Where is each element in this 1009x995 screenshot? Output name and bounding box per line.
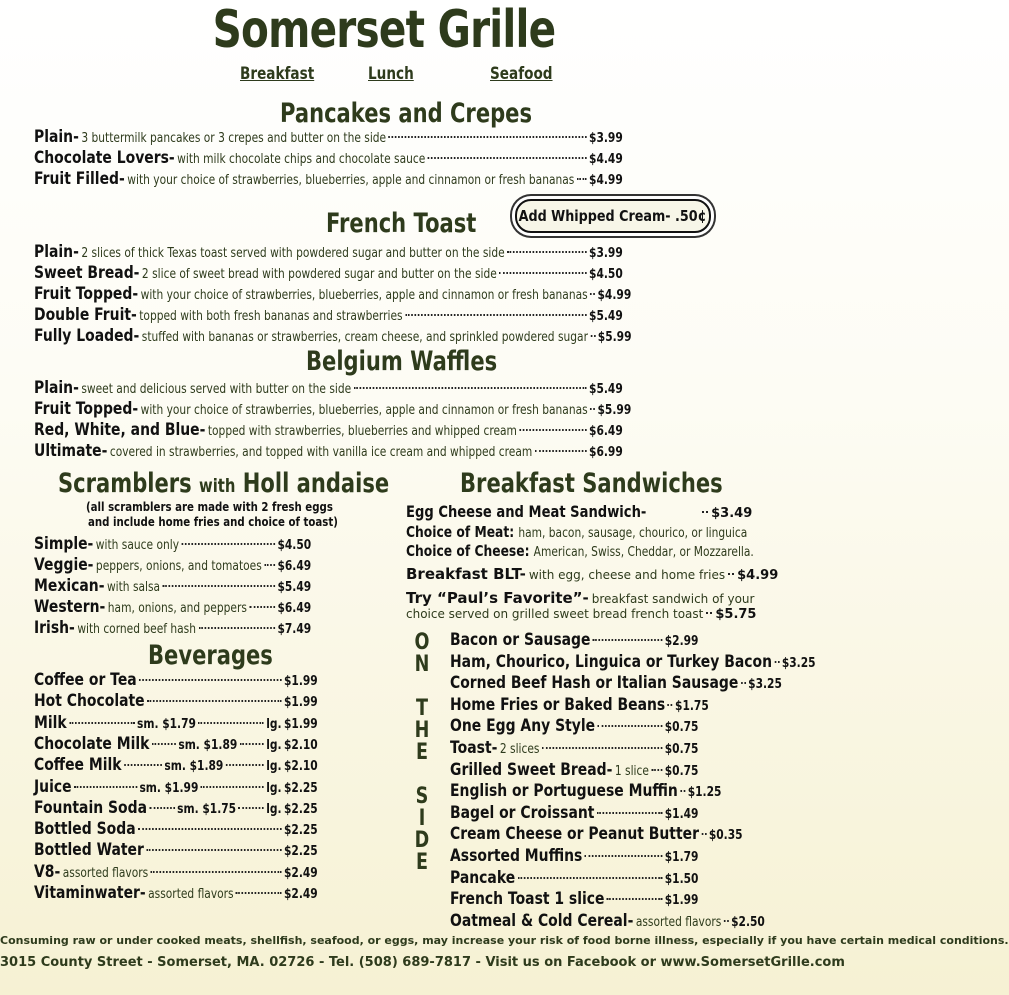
item-price: $4.50 — [589, 267, 623, 282]
menu-item-row — [450, 760, 753, 780]
cheese-choice-label: Choice of Cheese: — [406, 542, 530, 560]
leader-dots — [354, 387, 587, 389]
meat-choice-row — [406, 522, 766, 542]
item-description: 2 slices of thick Texas toast served with powdered sugar and butter on the side — [81, 246, 505, 261]
menu-item-row — [34, 127, 752, 147]
menu-item-row — [34, 798, 380, 818]
menu-item-row — [34, 305, 752, 325]
item-price: $7.49 — [277, 622, 312, 637]
menu-item-content — [34, 840, 318, 860]
item-name: Fruit Topped- — [34, 284, 139, 304]
menu-item-row — [450, 716, 753, 736]
menu-item-content — [34, 420, 623, 440]
menu-item-row — [34, 862, 380, 882]
category-breakfast[interactable]: Breakfast — [240, 64, 315, 84]
leader-dots — [405, 314, 587, 316]
scramblers-note-2: and include home fries and choice of toast) — [88, 515, 338, 529]
menu-item-content — [34, 597, 311, 617]
leader-dots — [741, 682, 746, 684]
menu-item-row — [450, 695, 753, 715]
meat-choice-label: Choice of Meat: — [406, 523, 515, 541]
menu-item-content — [34, 263, 623, 283]
item-description: with sauce only — [95, 538, 180, 553]
item-name: Bottled Water — [34, 840, 144, 861]
menu-item-content — [450, 889, 698, 909]
menu-item-row — [34, 263, 752, 283]
menu-item-content — [34, 798, 318, 818]
menu-item-content — [450, 760, 698, 780]
menu-item-row — [34, 597, 372, 617]
item-name: Fruit Topped- — [34, 399, 139, 419]
item-price: $1.99 — [283, 674, 318, 689]
leader-dots — [499, 272, 586, 274]
menu-item-content — [34, 148, 623, 168]
menu-item-content — [34, 284, 631, 304]
menu-item-content — [450, 824, 743, 844]
menu-item-row — [34, 670, 380, 690]
leader-dots — [724, 920, 729, 922]
large-size-label: lg. — [266, 716, 282, 732]
item-description: topped with both fresh bananas and strawberries — [139, 309, 403, 324]
leader-dots — [198, 722, 263, 724]
item-price: $1.75 — [675, 698, 709, 714]
menu-item-row — [450, 630, 753, 650]
leader-dots — [706, 612, 712, 614]
leader-dots — [249, 606, 275, 608]
sandwiches-title: Breakfast Sandwiches — [460, 468, 723, 499]
item-price: $2.50 — [731, 914, 765, 930]
menu-item-row — [34, 420, 752, 440]
menu-item-row — [450, 889, 753, 909]
item-name: Fully Loaded- — [34, 326, 140, 346]
item-name: Plain- — [34, 378, 79, 398]
menu-item-content — [450, 868, 698, 888]
menu-item-content — [450, 673, 782, 694]
menu-item-row — [34, 840, 380, 860]
menu-item-row — [34, 242, 752, 262]
menu-item-content — [34, 755, 318, 775]
egg-sandwich-row — [406, 502, 752, 522]
item-name: Cream Cheese or Peanut Butter — [450, 824, 699, 845]
blt-desc: with egg, cheese and home fries — [528, 568, 726, 582]
leader-dots — [428, 157, 587, 159]
leader-dots — [163, 585, 275, 587]
menu-item-content — [450, 651, 816, 672]
item-price: $6.49 — [277, 601, 312, 616]
menu-item-row — [34, 399, 752, 419]
menu-item-row — [34, 755, 380, 775]
leader-dots — [151, 871, 282, 873]
item-price: $1.79 — [664, 850, 699, 865]
item-description: 2 slice of sweet bread with powdered sugar and butter on the side — [141, 267, 497, 282]
side-label-letter: H — [414, 718, 430, 743]
leader-dots — [593, 639, 662, 641]
menu-item-row — [34, 883, 380, 903]
item-name: V8- — [34, 861, 61, 882]
scramblers-note-1: (all scramblers are made with 2 fresh eggs — [86, 500, 333, 514]
item-name: Plain- — [34, 242, 79, 262]
item-name: Double Fruit- — [34, 305, 137, 325]
leader-dots — [389, 136, 587, 138]
leader-dots — [146, 849, 281, 851]
menu-item-content — [34, 862, 318, 882]
meat-choice-options: ham, bacon, sausage, chourico, or linguica — [518, 526, 748, 541]
cheese-choice-row — [406, 541, 766, 561]
item-price: $5.49 — [589, 382, 623, 397]
leader-dots — [152, 743, 176, 745]
menu-item-content — [34, 883, 318, 903]
item-description: assorted flavors — [635, 914, 722, 930]
cheese-choice-options: American, Swiss, Cheddar, or Mozzarella. — [533, 545, 754, 560]
item-price: $6.49 — [277, 559, 312, 574]
small-size-price: sm. $1.99 — [139, 780, 199, 796]
leader-dots — [701, 833, 706, 835]
item-description: 3 buttermilk pancakes or 3 crepes and butter on the side — [81, 131, 387, 146]
menu-item-content — [34, 441, 623, 461]
item-name: Sweet Bread- — [34, 263, 140, 283]
leader-dots — [702, 511, 708, 513]
item-price: $0.75 — [664, 742, 699, 757]
leader-dots — [74, 786, 137, 788]
item-name: Assorted Muffins — [450, 846, 583, 866]
item-name: Bacon or Sausage — [450, 630, 591, 650]
blt-price: $4.99 — [737, 568, 779, 583]
menu-item-row — [34, 819, 380, 839]
item-name: Grilled Sweet Bread- — [450, 759, 613, 780]
menu-item-row — [34, 713, 380, 733]
leader-dots — [201, 786, 264, 788]
item-price: $1.25 — [687, 785, 722, 801]
menu-item-content — [34, 534, 311, 554]
item-price: $2.10 — [284, 759, 318, 775]
item-name: Coffee Milk — [34, 755, 122, 776]
leader-dots — [535, 450, 587, 452]
leader-dots — [668, 704, 673, 706]
item-price: $5.99 — [597, 403, 632, 418]
menu-item-row — [450, 673, 782, 694]
item-price: $1.99 — [283, 716, 318, 732]
item-description: with your choice of strawberries, blueberries, apple and cinnamon or fresh bananas — [140, 288, 588, 303]
menu-item-row — [34, 148, 752, 168]
blt-name: Breakfast BLT- — [406, 565, 526, 583]
item-description: with milk chocolate chips and chocolate sauce — [177, 152, 426, 167]
menu-item-row — [34, 284, 752, 304]
menu-item-content — [34, 169, 623, 189]
menu-item-row — [34, 169, 752, 189]
leader-dots — [518, 877, 663, 879]
small-size-price: sm. $1.75 — [177, 801, 237, 817]
item-description: peppers, onions, and tomatoes — [95, 559, 262, 574]
menu-item-row — [450, 651, 816, 672]
menu-item-content — [34, 670, 318, 690]
large-size-label: lg. — [266, 737, 282, 753]
leader-dots — [590, 408, 595, 410]
item-price: $4.99 — [597, 288, 632, 303]
item-name: Bottled Soda — [34, 819, 136, 840]
menu-item-row — [34, 555, 372, 575]
large-size-label: lg. — [266, 780, 282, 796]
leader-dots — [239, 807, 264, 809]
item-name: Bagel or Croissant — [450, 802, 595, 823]
menu-item-row — [34, 576, 372, 596]
menu-item-row — [34, 618, 372, 638]
pauls-favorite-row-2 — [406, 607, 757, 627]
small-size-price: sm. $1.89 — [178, 737, 238, 753]
pancakes-title: Pancakes and Crepes — [280, 98, 533, 129]
small-size-price: sm. $1.79 — [136, 716, 196, 732]
leader-dots — [69, 722, 134, 724]
small-size-price: sm. $1.89 — [164, 759, 224, 775]
menu-item-content — [34, 305, 623, 325]
item-price: $2.25 — [283, 844, 318, 860]
menu-item-row — [34, 441, 752, 461]
side-label-letter: D — [414, 828, 430, 853]
large-size-label: lg. — [266, 759, 282, 775]
leader-dots — [728, 573, 734, 575]
item-name: One Egg Any Style — [450, 716, 596, 737]
item-price: $3.99 — [589, 131, 623, 146]
side-label-letter — [412, 764, 431, 786]
restaurant-title: Somerset Grille — [212, 0, 556, 60]
category-lunch[interactable]: Lunch — [368, 64, 414, 84]
leader-dots — [139, 679, 281, 681]
item-name: Juice — [34, 776, 72, 797]
menu-item-row — [450, 781, 753, 801]
item-name: Pancake — [450, 867, 516, 888]
leader-dots — [240, 743, 264, 745]
menu-item-content — [34, 819, 318, 839]
item-description: with salsa — [106, 580, 161, 595]
leader-dots — [542, 747, 662, 749]
item-price: $0.75 — [664, 763, 699, 779]
blt-row — [406, 565, 779, 585]
item-price: $5.49 — [589, 309, 623, 324]
item-name: Fountain Soda — [34, 797, 148, 818]
item-name: English or Portuguese Muffin — [450, 781, 678, 802]
menu-item-content — [450, 738, 698, 758]
pauls-favorite-name: Try “Paul’s Favorite”- — [406, 589, 589, 607]
item-price: $4.99 — [589, 173, 623, 188]
item-price: $1.99 — [283, 695, 318, 711]
egg-sandwich-price: $3.49 — [711, 506, 753, 521]
leader-dots — [181, 543, 275, 545]
category-seafood[interactable]: Seafood — [490, 64, 553, 84]
item-description: 1 slice — [614, 763, 649, 779]
item-price: $0.75 — [664, 720, 699, 736]
item-name: Mexican- — [34, 576, 105, 596]
menu-item-row — [450, 868, 753, 888]
side-label-letter: I — [418, 806, 426, 831]
item-description: with your choice of strawberries, blueberries, apple and cinnamon or fresh bananas — [127, 173, 575, 188]
leader-dots — [585, 855, 662, 857]
item-price: $6.49 — [589, 424, 623, 439]
large-size-label: lg. — [266, 801, 282, 817]
item-name: Red, White, and Blue- — [34, 420, 206, 440]
leader-dots — [264, 564, 275, 566]
item-name: Toast- — [450, 738, 498, 758]
item-name: Ham, Chourico, Linguica or Turkey Bacon — [450, 651, 773, 672]
leader-dots — [597, 812, 662, 814]
item-name: Simple- — [34, 534, 94, 554]
item-price: $6.99 — [589, 445, 623, 460]
leader-dots — [651, 769, 662, 771]
item-price: $2.49 — [283, 865, 318, 881]
menu-item-content — [34, 618, 311, 638]
menu-item-row — [34, 534, 372, 554]
item-name: Fruit Filled- — [34, 169, 125, 189]
egg-sandwich-name: Egg Cheese and Meat Sandwich- — [406, 502, 647, 521]
side-label-letter: N — [414, 652, 430, 677]
leader-dots — [680, 790, 685, 792]
pauls-favorite-desc-1: breakfast sandwich of your — [591, 592, 755, 606]
item-name: Irish- — [34, 618, 75, 638]
menu-item-content — [34, 691, 318, 711]
side-label-letter: E — [415, 740, 429, 765]
menu-item-content — [450, 716, 698, 736]
item-price: $2.25 — [284, 780, 318, 796]
item-price: $3.25 — [781, 655, 816, 671]
item-description: with corned beef hash — [77, 622, 197, 637]
item-price: $1.50 — [664, 871, 699, 887]
contact-info: 3015 County Street - Somerset, MA. 02726 - Tel. (508) 689-7817 - Visit us on Facebook or www.SomersetGrille.com — [0, 955, 845, 970]
menu-item-content — [34, 777, 318, 797]
menu-item-row — [450, 824, 753, 844]
item-name: Coffee or Tea — [34, 670, 137, 690]
scramblers-title: Scramblers with Holl andaise — [58, 468, 390, 499]
item-price: $2.25 — [283, 823, 318, 839]
side-label-letter: O — [414, 630, 430, 655]
leader-dots — [507, 251, 586, 253]
leader-dots — [198, 627, 275, 629]
menu-item-content — [34, 242, 623, 262]
pauls-favorite-price: $5.75 — [715, 607, 757, 622]
leader-dots — [124, 764, 162, 766]
menu-categories — [240, 64, 553, 86]
menu-item-content — [450, 846, 698, 866]
menu-item-row — [34, 734, 380, 754]
item-name: Western- — [34, 597, 106, 617]
item-price: $3.25 — [748, 677, 782, 693]
menu-item-content — [34, 378, 623, 398]
menu-item-content — [34, 576, 311, 596]
item-name: Chocolate Lovers- — [34, 148, 175, 168]
leader-dots — [147, 700, 281, 702]
item-description: with your choice of strawberries, blueberries, apple and cinnamon or fresh bananas — [140, 403, 588, 418]
item-name: Ultimate- — [34, 441, 108, 461]
side-label-letter: S — [415, 784, 429, 809]
item-name: Plain- — [34, 127, 79, 147]
menu-item-row — [34, 691, 380, 711]
leader-dots — [519, 429, 586, 431]
item-description: sweet and delicious served with butter on the side — [81, 382, 352, 397]
menu-item-content — [450, 803, 698, 823]
menu-item-content — [450, 630, 698, 650]
item-name: Corned Beef Hash or Italian Sausage — [450, 673, 739, 694]
leader-dots — [598, 725, 663, 727]
menu-item-content — [34, 555, 311, 575]
item-name: Oatmeal & Cold Cereal- — [450, 910, 634, 931]
item-name: French Toast 1 slice — [450, 889, 605, 910]
menu-item-row — [450, 738, 753, 758]
leader-dots — [590, 293, 595, 295]
leader-dots — [149, 807, 174, 809]
side-label-letter: T — [415, 696, 428, 721]
menu-item-row — [450, 846, 753, 866]
whipped-cream-badge: Add Whipped Cream- .50¢ — [515, 199, 711, 233]
item-price: $3.99 — [589, 246, 623, 261]
item-name: Milk — [34, 712, 67, 733]
item-description: ham, onions, and peppers — [107, 601, 247, 616]
leader-dots — [590, 335, 595, 337]
french-toast-title: French Toast — [326, 208, 477, 239]
on-the-side-label — [410, 632, 434, 874]
item-price: $2.49 — [283, 887, 318, 902]
waffles-title: Belgium Waffles — [306, 346, 498, 377]
side-label-letter: E — [415, 850, 429, 875]
item-name: Home Fries or Baked Beans — [450, 694, 666, 715]
menu-item-content — [34, 326, 632, 346]
leader-dots — [226, 764, 264, 766]
menu-item-row — [450, 910, 765, 931]
menu-item-content — [34, 399, 631, 419]
menu-item-content — [34, 734, 318, 754]
beverages-title: Beverages — [148, 640, 273, 671]
menu-item-row — [34, 326, 752, 346]
item-price: $0.35 — [708, 828, 743, 844]
menu-item-row — [34, 378, 752, 398]
item-name: Chocolate Milk — [34, 733, 150, 754]
menu-item-content — [34, 127, 623, 147]
item-price: $1.99 — [664, 893, 699, 909]
item-name: Veggie- — [34, 555, 94, 575]
menu-item-content — [34, 713, 318, 733]
item-price: $2.99 — [664, 634, 699, 649]
item-description: assorted flavors — [62, 865, 149, 881]
leader-dots — [607, 898, 662, 900]
health-warning: Consuming raw or under cooked meats, shellfish, seafood, or eggs, may increase your risk of food borne illness, especially if you have certain medical conditions. — [0, 934, 1009, 947]
item-price: $4.49 — [589, 152, 623, 167]
leader-dots — [138, 828, 281, 830]
side-label-letter — [412, 676, 431, 698]
pauls-favorite-desc-2: choice served on grilled sweet bread french toast — [406, 607, 704, 621]
item-price: $1.49 — [664, 806, 699, 822]
item-price: $2.25 — [283, 801, 318, 817]
leader-dots — [577, 178, 587, 180]
pauls-favorite-row — [406, 589, 766, 609]
item-name: Vitaminwater- — [34, 883, 146, 903]
item-description: assorted flavors — [148, 887, 234, 902]
item-description: topped with strawberries, blueberries and whipped cream — [207, 424, 517, 439]
item-price: $5.49 — [277, 580, 312, 595]
item-name: Hot Chocolate — [34, 691, 145, 712]
item-description: stuffed with bananas or strawberries, cream cheese, and sprinkled powdered sugar — [141, 330, 588, 345]
leader-dots — [236, 892, 281, 894]
menu-item-content — [450, 910, 765, 931]
menu-item-content — [450, 695, 709, 715]
item-price: $2.10 — [283, 737, 318, 753]
menu-item-row — [34, 777, 380, 797]
item-description: 2 slices — [499, 742, 540, 757]
menu-item-row — [450, 803, 753, 823]
item-description: covered in strawberries, and topped with vanilla ice cream and whipped cream — [109, 445, 533, 460]
item-price: $5.99 — [597, 330, 632, 345]
item-price: $4.50 — [277, 538, 312, 553]
leader-dots — [774, 661, 779, 663]
menu-item-content — [450, 781, 721, 801]
